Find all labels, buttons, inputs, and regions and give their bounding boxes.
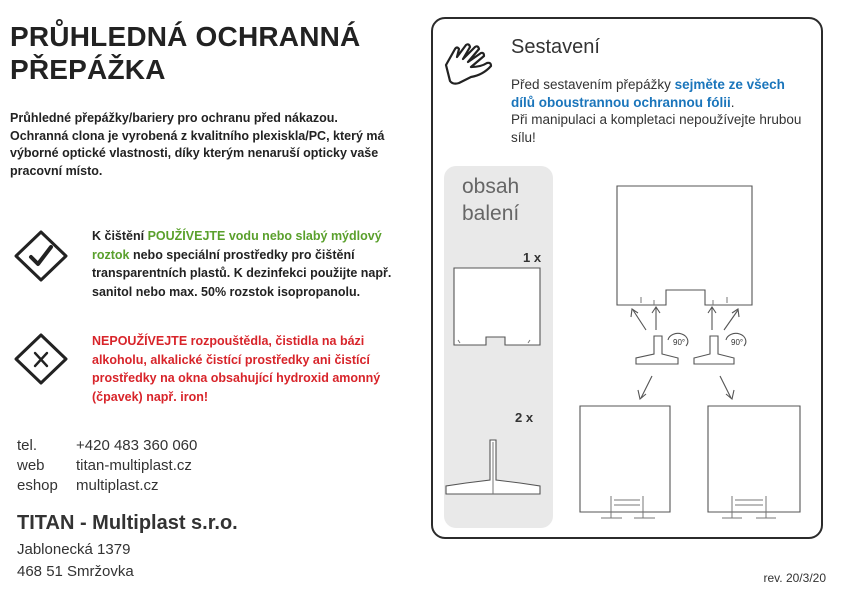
cleaning-highlight: POUŽÍVEJTE vodu nebo slabý mýdlový roztok	[92, 229, 382, 262]
cleaning-text-start: K čištění	[92, 229, 148, 243]
address-street: Jablonecká 1379	[17, 541, 131, 558]
assembly-text-warning: Při manipulaci a kompletaci nepoužívejte hrubou sílu!	[511, 112, 802, 145]
stand-right-drawing	[694, 336, 734, 364]
contact-web: titan-multiplast.cz	[76, 457, 192, 474]
stand-left-drawing	[636, 336, 678, 364]
angle-label-left: 90°	[673, 338, 686, 347]
panel-quantity: 1 x	[523, 250, 542, 265]
assembled-panel-left	[580, 406, 670, 512]
warning-instructions: NEPOUŽÍVEJTE rozpouštědla, čistidla na bázi alkoholu, alkalické čistící prostředky ani čistící prostředky na okna obsahující hydroxid amonný (čpavek) např. iron!	[92, 334, 381, 404]
revision-label: rev. 20/3/20	[763, 571, 826, 585]
title-line-2: PŘEPÁŽKA	[10, 54, 166, 85]
cleaning-text-end: nebo speciální prostředky pro čištění transparentních plastů. K dezinfekci použijte např. sanitol nebo max. 50% rozstok isopropanolu.	[92, 247, 392, 299]
assembly-title: Sestavení	[511, 36, 600, 58]
contact-label-tel: tel.	[17, 437, 38, 454]
main-panel-drawing	[617, 186, 752, 305]
contact-label-web: web	[17, 457, 45, 474]
assembly-text-start: Před sestavením přepážky	[511, 77, 675, 92]
intro-text: Průhledné přepážky/bariery pro ochranu před nákazou. Ochranná clona je vyrobená z kvalitního plexiskla/PC, který má výborné optické vlastnosti, díky kterým nenaruší opticky vaše pracovní místo.	[10, 111, 385, 178]
assembled-panel-right	[708, 406, 800, 512]
package-panel-drawing	[454, 268, 540, 345]
address-city: 468 51 Smržovka	[17, 563, 134, 580]
stand-quantity: 2 x	[515, 410, 534, 425]
contact-label-eshop: eshop	[17, 477, 58, 494]
package-title: obsah balení	[462, 175, 520, 225]
angle-label-right: 90°	[731, 338, 744, 347]
contact-phone: +420 483 360 060	[76, 437, 198, 454]
assembly-text-bold: sejměte ze všech dílů oboustrannou ochrannou fólii	[511, 77, 785, 110]
title-line-1: PRŮHLEDNÁ OCHRANNÁ	[10, 21, 361, 52]
assembly-text-dot: .	[730, 94, 735, 110]
contact-eshop: multiplast.cz	[76, 477, 159, 494]
company-name: TITAN - Multiplast s.r.o.	[17, 512, 238, 534]
